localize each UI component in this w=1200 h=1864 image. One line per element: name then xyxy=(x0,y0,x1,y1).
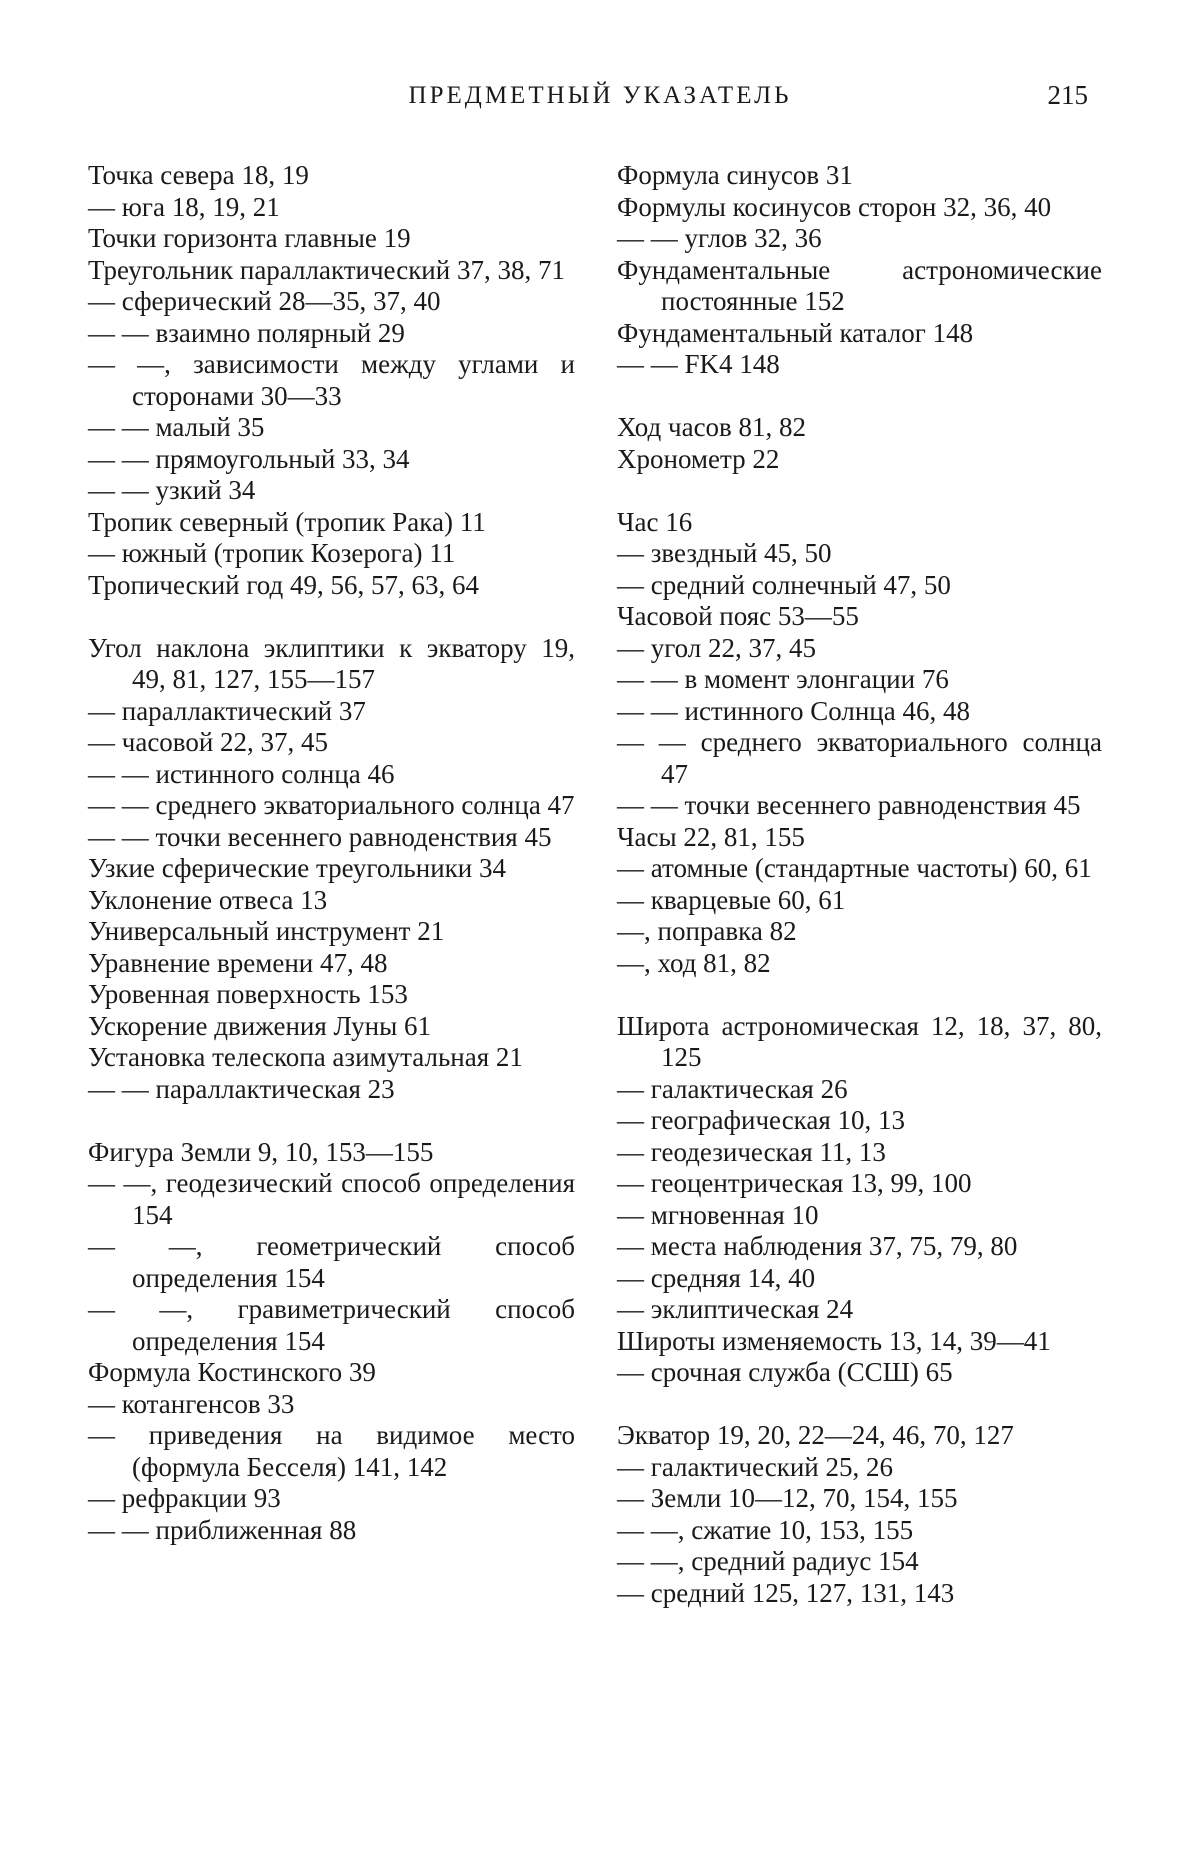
index-entry: — галактическая 26 xyxy=(617,1073,848,1104)
index-entry: —, поправка 82 xyxy=(617,916,797,946)
index-entry: — средний солнечный 47, 50 xyxy=(617,569,951,600)
index-entry: — южный (тропик Козерога) 11 xyxy=(88,538,456,568)
section-gap xyxy=(617,381,1102,413)
index-entry: — звездный 45, 50 xyxy=(617,538,832,568)
index-entry: — — в момент элонгации 76 xyxy=(617,664,949,694)
index-entry: — —, средний радиус 154 xyxy=(617,1546,919,1576)
index-entry: — срочная служба (ССШ) 65 xyxy=(617,1357,953,1387)
index-entry: — — точки весеннего равноденствия 45 xyxy=(88,821,552,852)
index-entry: — — истинного солнца 46 xyxy=(88,758,395,789)
index-entry: — —, геодезический способ определения 154 xyxy=(88,1168,575,1230)
index-entry: — —, сжатие 10, 153, 155 xyxy=(617,1514,914,1545)
index-entry: — — углов 32, 36 xyxy=(617,223,822,253)
index-entry: Хронометр 22 xyxy=(617,443,780,474)
index-entry: Широта астрономическая 12, 18, 37, 80, 125 xyxy=(617,1010,1102,1072)
index-entry: — места наблюдения 37, 75, 79, 80 xyxy=(617,1231,1018,1261)
index-entry: Часы 22, 81, 155 xyxy=(617,821,805,852)
section-gap xyxy=(617,979,1102,1011)
index-entry: Уравнение времени 47, 48 xyxy=(88,947,388,978)
index-entry: —, ход 81, 82 xyxy=(617,947,771,978)
index-entry: — — узкий 34 xyxy=(88,475,256,505)
index-entry: Фигура Земли 9, 10, 153—155 xyxy=(88,1136,434,1167)
index-entry: — галактический 25, 26 xyxy=(617,1451,893,1482)
index-column-left xyxy=(88,160,575,1546)
index-entry: — эклиптическая 24 xyxy=(617,1294,854,1324)
index-entry: — — FK4 148 xyxy=(617,349,780,379)
index-entry: Точка севера 18, 19 xyxy=(88,160,309,190)
index-entry: Универсальный инструмент 21 xyxy=(88,916,445,946)
index-entry: — сферический 28—35, 37, 40 xyxy=(88,286,441,316)
index-column-right xyxy=(617,160,1102,1609)
index-entry: Широты изменяемость 13, 14, 39—41 xyxy=(617,1325,1051,1356)
running-header-title: ПРЕДМЕТНЫЙ УКАЗАТЕЛЬ xyxy=(408,82,792,109)
index-entry: — угол 22, 37, 45 xyxy=(617,632,817,663)
index-entry: — —, гравиметрический способ определения 154 xyxy=(88,1294,575,1356)
section-gap xyxy=(617,1389,1102,1421)
index-entry: Формулы косинусов сторон 32, 36, 40 xyxy=(617,191,1052,222)
index-entry: — геодезическая 11, 13 xyxy=(617,1136,886,1167)
index-entry: — — взаимно полярный 29 xyxy=(88,317,405,348)
index-entry: — —, геометрический способ определения 154 xyxy=(88,1231,575,1293)
index-entry: Ход часов 81, 82 xyxy=(617,412,807,442)
index-entry: — котангенсов 33 xyxy=(88,1388,295,1419)
index-entry: Фундаментальные астрономические постоянные 152 xyxy=(617,254,1102,316)
index-entry: Тропический год 49, 56, 57, 63, 64 xyxy=(88,569,479,600)
index-entry: — мгновенная 10 xyxy=(617,1199,819,1230)
index-entry: — средний 125, 127, 131, 143 xyxy=(617,1577,955,1608)
section-gap xyxy=(88,1105,575,1137)
index-entry: Час 16 xyxy=(617,506,693,537)
index-entry: — юга 18, 19, 21 xyxy=(88,191,280,222)
index-entry: Точки горизонта главные 19 xyxy=(88,223,411,253)
index-entry: — географическая 10, 13 xyxy=(617,1105,906,1135)
index-entry: Тропик северный (тропик Рака) 11 xyxy=(88,506,486,537)
index-entry: — средняя 14, 40 xyxy=(617,1262,816,1293)
index-entry: Угол наклона эклиптики к экватору 19, 49, 81, 127, 155—157 xyxy=(88,632,575,694)
index-entry: — — точки весеннего равноденствия 45 xyxy=(617,790,1081,820)
index-entry: — часовой 22, 37, 45 xyxy=(88,727,329,757)
index-entry: — — истинного Солнца 46, 48 xyxy=(617,695,970,726)
index-entry: Треугольник параллактический 37, 38, 71 xyxy=(88,254,565,285)
index-entry: Уровенная поверхность 153 xyxy=(88,979,408,1009)
index-entry: Формула Костинского 39 xyxy=(88,1357,376,1387)
index-entry: — рефракции 93 xyxy=(88,1483,281,1513)
section-gap xyxy=(617,475,1102,507)
index-entry: — — малый 35 xyxy=(88,412,265,442)
index-entry: — — прямоугольный 33, 34 xyxy=(88,443,410,474)
index-entry: Часовой пояс 53—55 xyxy=(617,601,859,631)
index-entry: Ускорение движения Луны 61 xyxy=(88,1010,431,1041)
index-entry: — — среднего экваториального солнца 47 xyxy=(617,727,1102,789)
index-entry: — кварцевые 60, 61 xyxy=(617,884,846,915)
index-entry: — Земли 10—12, 70, 154, 155 xyxy=(617,1483,958,1513)
section-gap xyxy=(88,601,575,633)
index-entry: Уклонение отвеса 13 xyxy=(88,884,328,915)
index-entry: — — среднего экваториального солнца 47 xyxy=(88,790,575,820)
index-entry: Фундаментальный каталог 148 xyxy=(617,317,974,348)
index-entry: Установка телескопа азимутальная 21 xyxy=(88,1042,523,1072)
index-entry: — приведения на видимое место (формула Бесселя) 141, 142 xyxy=(88,1420,575,1482)
index-entry: Формула синусов 31 xyxy=(617,160,853,190)
index-entry: — атомные (стандартные частоты) 60, 61 xyxy=(617,853,1092,883)
page-number: 215 xyxy=(1047,80,1088,110)
index-entry: — — приближенная 88 xyxy=(88,1514,357,1545)
index-entry: Экватор 19, 20, 22—24, 46, 70, 127 xyxy=(617,1420,1014,1450)
index-entry: — — параллактическая 23 xyxy=(88,1073,395,1104)
index-entry: — параллактический 37 xyxy=(88,695,366,726)
index-entry: Узкие сферические треугольники 34 xyxy=(88,853,506,883)
index-entry: — —, зависимости между углами и сторонами 30—33 xyxy=(88,349,575,411)
index-entry: — геоцентрическая 13, 99, 100 xyxy=(617,1168,972,1198)
